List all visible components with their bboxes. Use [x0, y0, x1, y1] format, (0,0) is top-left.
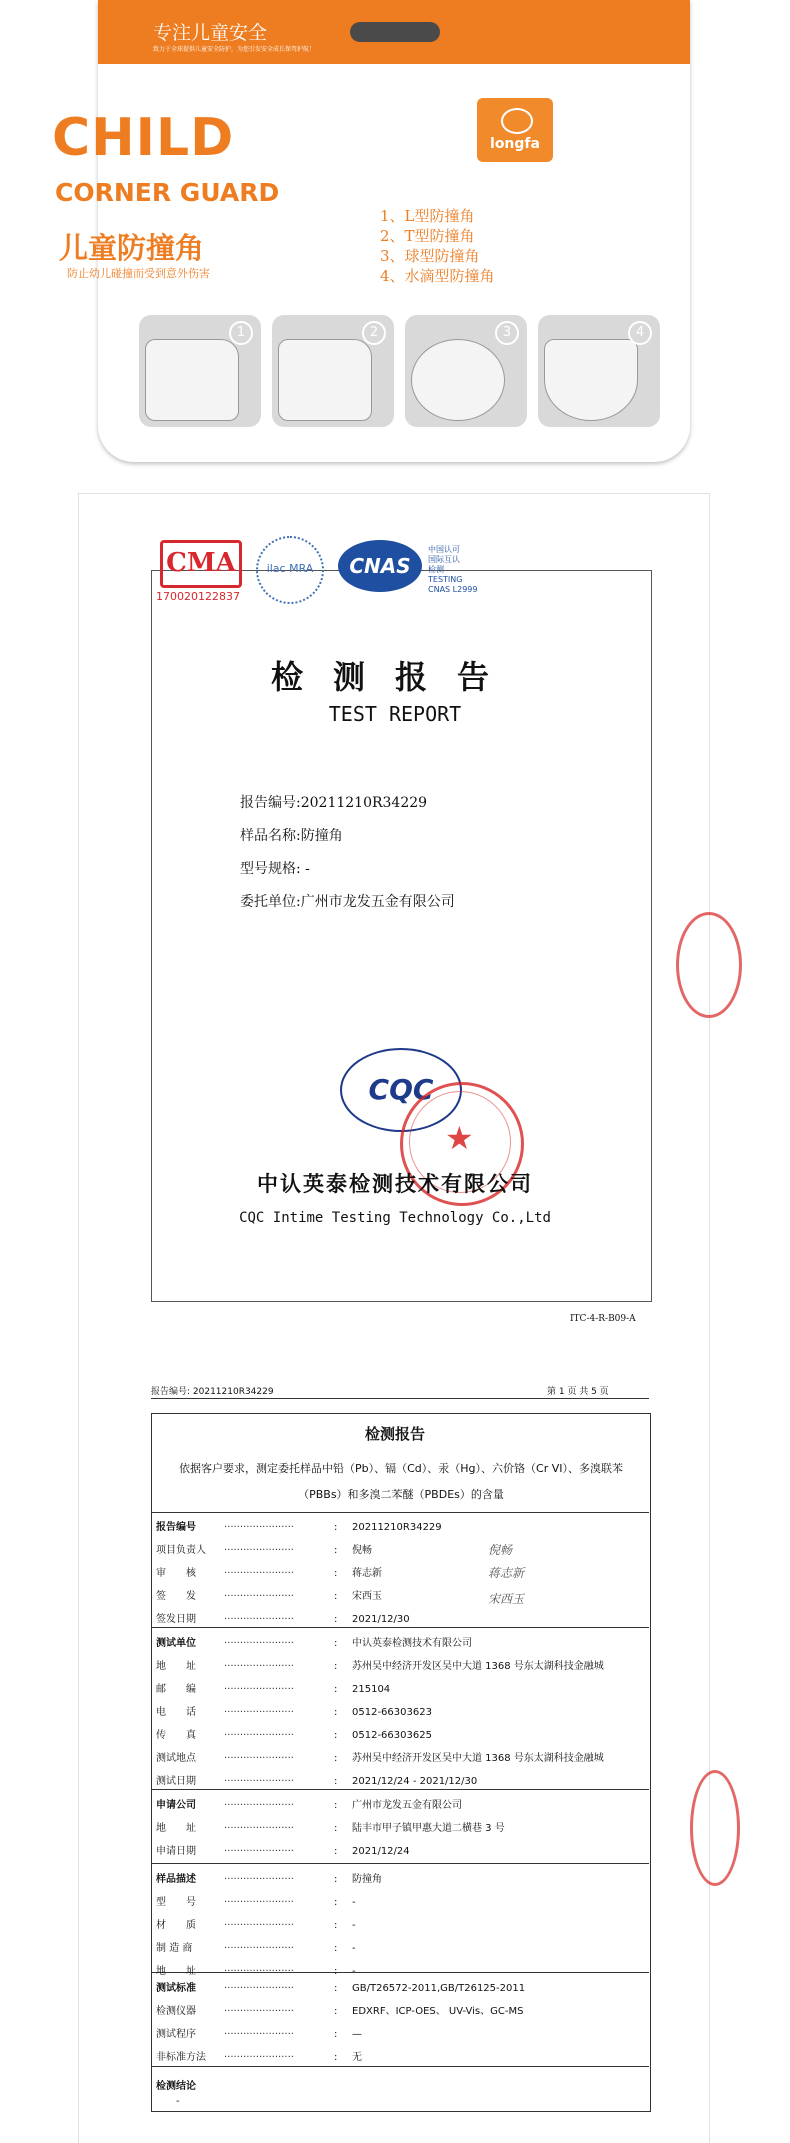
- row-value: 宋西玉: [352, 1591, 382, 1602]
- row-colon: :: [334, 1684, 338, 1695]
- row-value: 中认英泰检测技术有限公司: [352, 1638, 472, 1649]
- cnas-text-line: 检测: [428, 565, 444, 574]
- thumbnail-number: 4: [628, 321, 652, 345]
- row-colon: :: [334, 1800, 338, 1811]
- thumbnail-number: 1: [229, 321, 253, 345]
- testing-company-cn: 中认英泰检测技术有限公司: [257, 1171, 533, 1196]
- row-label: 报告编号: [156, 1522, 196, 1533]
- signature: 蒋志新: [488, 1566, 525, 1580]
- summary-title: 检测报告: [364, 1425, 425, 1443]
- header-divider: [151, 1398, 649, 1399]
- row-dots: ......................: [224, 1635, 294, 1646]
- thumbnail-drop-type: [538, 315, 660, 427]
- row-colon: :: [334, 1753, 338, 1764]
- row-dots: ......................: [224, 1894, 294, 1905]
- thumbnail-number: 3: [495, 321, 519, 345]
- product-type-item: 3、球型防撞角: [380, 247, 480, 265]
- product-title-en: CHILD: [52, 108, 235, 168]
- brand-logo: [477, 98, 553, 162]
- conclusion-label: 检测结论: [156, 2081, 196, 2092]
- row-value: 苏州吴中经济开发区吴中大道 1368 号东太湖科技金融城: [352, 1753, 604, 1764]
- summary-row: [156, 1518, 442, 1533]
- summary-row: [156, 2025, 362, 2040]
- row-colon: :: [334, 1661, 338, 1672]
- summary-row: [156, 1610, 410, 1625]
- row-label: 测试程序: [156, 2029, 196, 2040]
- row-value: -: [352, 1897, 356, 1908]
- row-colon: :: [334, 1776, 338, 1787]
- row-dots: ......................: [224, 1519, 294, 1530]
- row-label: 地 址: [156, 1823, 196, 1834]
- row-label: 签发日期: [156, 1614, 196, 1625]
- row-value: -: [352, 1943, 356, 1954]
- row-label: 电 话: [156, 1707, 196, 1718]
- row-label: 申请公司: [156, 1800, 196, 1811]
- summary-row: [156, 1726, 432, 1741]
- summary-row: [156, 1772, 477, 1787]
- row-dots: ......................: [224, 1727, 294, 1738]
- cover-report-no: 报告编号:20211210R34229: [240, 795, 428, 811]
- table-divider: [151, 1863, 649, 1864]
- row-dots: ......................: [224, 1681, 294, 1692]
- summary-row: [156, 1916, 356, 1931]
- summary-row: [156, 1703, 432, 1718]
- row-label: 地 址: [156, 1966, 196, 1977]
- summary-row: [156, 1979, 525, 1994]
- testing-company-en: CQC Intime Testing Technology Co.,Ltd: [239, 1210, 551, 1226]
- row-colon: :: [334, 1966, 338, 1977]
- row-dots: ......................: [224, 1611, 294, 1622]
- cnas-logo: CNAS: [338, 540, 422, 592]
- row-label: 检测仪器: [156, 2006, 196, 2017]
- row-label: 测试单位: [156, 1638, 196, 1649]
- summary-row: [156, 1893, 356, 1908]
- table-divider: [151, 1627, 649, 1628]
- form-code: ITC-4-R-B09-A: [570, 1314, 636, 1324]
- row-label: 邮 编: [156, 1684, 196, 1695]
- cnas-text-line: 中国认可: [428, 545, 460, 554]
- thumbnail-t-type: [272, 315, 394, 427]
- row-value: 0512-66303623: [352, 1707, 432, 1718]
- row-value: 2021/12/30: [352, 1614, 410, 1625]
- row-value: 2021/12/24 - 2021/12/30: [352, 1776, 478, 1787]
- cnas-text: [428, 545, 477, 595]
- summary-row: [156, 1962, 356, 1977]
- summary-row: [156, 1587, 382, 1602]
- summary-row: [156, 1819, 505, 1834]
- product-type-item: 1、L型防撞角: [380, 207, 475, 225]
- thumbnail-number: 2: [362, 321, 386, 345]
- row-colon: :: [334, 1983, 338, 1994]
- product-type-item: 4、水滴型防撞角: [380, 267, 495, 285]
- page-header-report-no: 报告编号: 20211210R34229: [151, 1387, 274, 1397]
- cnas-text-line: CNAS L2999: [428, 585, 478, 594]
- row-value: -: [352, 1966, 356, 1977]
- row-value: 蒋志新: [352, 1568, 382, 1579]
- conclusion-value: -: [176, 2096, 180, 2107]
- corner-guard-illustration: [278, 339, 372, 421]
- product-type-list: [380, 206, 495, 286]
- row-colon: :: [334, 2006, 338, 2017]
- summary-row: [156, 1749, 604, 1764]
- row-value: 陆丰市甲子镇甲惠大道二横巷 3 号: [352, 1823, 505, 1834]
- row-label: 样品描述: [156, 1874, 196, 1885]
- row-colon: :: [334, 1614, 338, 1625]
- row-label: 测试地点: [156, 1753, 196, 1764]
- package-slogan: 专注儿童安全: [153, 22, 268, 44]
- row-label: 申请日期: [156, 1846, 196, 1857]
- table-divider: [151, 1512, 649, 1513]
- row-colon: :: [334, 1846, 338, 1857]
- row-dots: ......................: [224, 1963, 294, 1974]
- row-label: 传 真: [156, 1730, 196, 1741]
- cma-logo: CMA: [160, 540, 242, 588]
- corner-guard-illustration: [411, 339, 505, 421]
- corner-guard-illustration: [544, 339, 638, 421]
- product-type-item: 2、T型防撞角: [380, 227, 475, 245]
- row-label: 制 造 商: [156, 1943, 193, 1954]
- row-label: 型 号: [156, 1897, 196, 1908]
- row-value: EDXRF、ICP-OES、 UV-Vis、GC-MS: [352, 2006, 524, 2017]
- summary-row: [156, 1657, 604, 1672]
- row-colon: :: [334, 1545, 338, 1556]
- row-colon: :: [334, 1730, 338, 1741]
- product-title-cn: 儿童防撞角: [59, 231, 205, 265]
- row-dots: ......................: [224, 1940, 294, 1951]
- brand-name: longfa: [490, 136, 540, 152]
- summary-row: [156, 1870, 382, 1885]
- cqc-logo: CQC: [340, 1048, 462, 1132]
- page-header-page-info: 第 1 页 共 5 页: [547, 1387, 609, 1397]
- row-dots: ......................: [224, 1588, 294, 1599]
- row-value: 20211210R34229: [352, 1522, 442, 1533]
- row-value: 广州市龙发五金有限公司: [352, 1800, 462, 1811]
- row-dots: ......................: [224, 1565, 294, 1576]
- product-subtitle-en: CORNER GUARD: [55, 178, 280, 207]
- row-colon: :: [334, 2029, 338, 2040]
- ilac-mra-logo: ilac MRA: [256, 536, 324, 604]
- row-dots: ......................: [224, 2049, 294, 2060]
- row-label: 审 核: [156, 1568, 196, 1579]
- cover-sample-name: 样品名称:防撞角: [240, 828, 343, 844]
- report-title-en: TEST REPORT: [328, 702, 462, 726]
- summary-row: [156, 1634, 472, 1649]
- row-dots: ......................: [224, 1773, 294, 1784]
- signature: 宋西玉: [488, 1592, 525, 1606]
- thumbnail-l-type: [139, 315, 261, 427]
- row-dots: ......................: [224, 1750, 294, 1761]
- row-colon: :: [334, 2052, 338, 2063]
- row-dots: ......................: [224, 2003, 294, 2014]
- summary-row: [156, 1939, 356, 1954]
- package-header-band: [98, 0, 690, 64]
- row-value: 0512-66303625: [352, 1730, 432, 1741]
- row-dots: ......................: [224, 1658, 294, 1669]
- row-value: 防撞角: [352, 1874, 382, 1885]
- row-value: —: [352, 2029, 362, 2040]
- table-divider: [151, 1789, 649, 1790]
- row-value: 苏州吴中经济开发区吴中大道 1368 号东太湖科技金融城: [352, 1661, 604, 1672]
- hang-hole: [350, 22, 440, 42]
- row-dots: ......................: [224, 1871, 294, 1882]
- row-colon: :: [334, 1568, 338, 1579]
- row-dots: ......................: [224, 2026, 294, 2037]
- row-label: 签 发: [156, 1591, 196, 1602]
- cover-client: 委托单位:广州市龙发五金有限公司: [240, 894, 455, 910]
- summary-row: [156, 2002, 523, 2017]
- summary-description: 依据客户要求，测定委托样品中铅（Pb）、镉（Cd）、汞（Hg）、六价铬（Cr VI）、多溴联苯（PBBs）和多溴二苯醚（PBDEs）的含量: [179, 1462, 623, 1501]
- row-colon: :: [334, 1920, 338, 1931]
- row-colon: :: [334, 1638, 338, 1649]
- brand-mascot-icon: [501, 108, 533, 134]
- row-dots: ......................: [224, 1542, 294, 1553]
- cover-model: 型号规格: -: [240, 861, 310, 877]
- row-dots: ......................: [224, 1843, 294, 1854]
- signature: 倪畅: [488, 1543, 513, 1557]
- row-value: 215104: [352, 1684, 391, 1695]
- row-label: 材 质: [156, 1920, 196, 1931]
- corner-guard-illustration: [145, 339, 239, 421]
- summary-row: [156, 1842, 410, 1857]
- row-colon: :: [334, 1522, 338, 1533]
- row-dots: ......................: [224, 1820, 294, 1831]
- row-dots: ......................: [224, 1917, 294, 1928]
- cma-code: 170020122837: [156, 590, 240, 603]
- cnas-text-line: TESTING: [428, 575, 463, 584]
- row-value: -: [352, 1920, 356, 1931]
- row-colon: :: [334, 1897, 338, 1908]
- product-subtitle-cn: 防止幼儿碰撞而受到意外伤害: [67, 267, 210, 280]
- row-colon: :: [334, 1591, 338, 1602]
- summary-row: [156, 1564, 382, 1579]
- summary-row: [156, 2048, 362, 2063]
- row-label: 地 址: [156, 1661, 196, 1672]
- table-divider: [151, 2066, 649, 2067]
- package-slogan-sub: 致力于全球提供儿童安全防护，为您引发安全成长保驾护航！: [153, 46, 316, 53]
- row-dots: ......................: [224, 1797, 294, 1808]
- row-label: 非标准方法: [156, 2052, 206, 2063]
- row-label: 测试标准: [156, 1983, 196, 1994]
- summary-row: [156, 1680, 390, 1695]
- summary-row: [156, 1541, 372, 1556]
- row-dots: ......................: [224, 1704, 294, 1715]
- row-colon: :: [334, 1823, 338, 1834]
- row-value: GB/T26572-2011,GB/T26125-2011: [352, 1983, 526, 1994]
- row-colon: :: [334, 1707, 338, 1718]
- cnas-text-line: 国际互认: [428, 555, 460, 564]
- seam-seal: [676, 912, 742, 1018]
- row-value: 倪畅: [352, 1545, 372, 1556]
- thumbnail-ball-type: [405, 315, 527, 427]
- seam-seal: [690, 1770, 740, 1886]
- row-dots: ......................: [224, 1980, 294, 1991]
- row-value: 无: [352, 2052, 362, 2063]
- row-label: 测试日期: [156, 1776, 196, 1787]
- row-value: 2021/12/24: [352, 1846, 410, 1857]
- row-colon: :: [334, 1943, 338, 1954]
- row-colon: :: [334, 1874, 338, 1885]
- summary-row: [156, 1796, 462, 1811]
- row-label: 项目负责人: [156, 1545, 206, 1556]
- report-title-cn: 检测报告: [270, 658, 519, 696]
- seal-star-icon: ★: [445, 1119, 474, 1157]
